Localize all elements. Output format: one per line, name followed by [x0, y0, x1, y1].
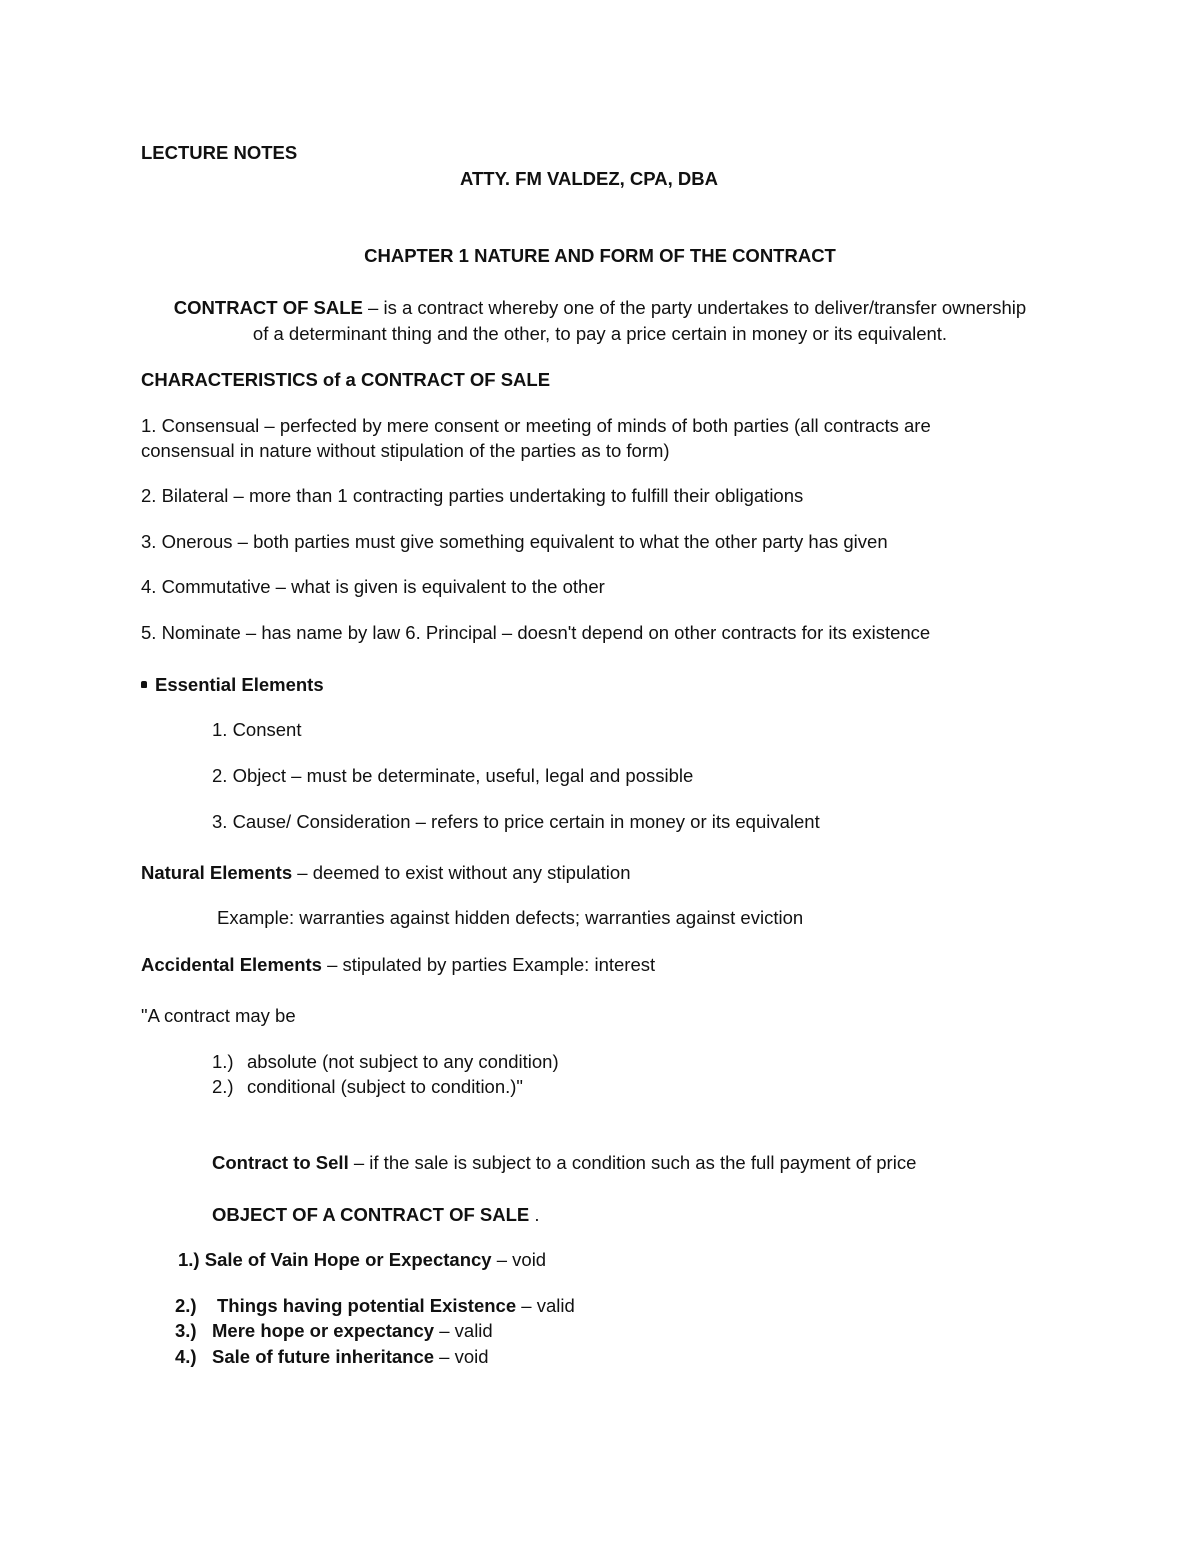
characteristic-item: consensual in nature without stipulation of the parties as to form)	[141, 440, 670, 461]
chapter-title: CHAPTER 1 NATURE AND FORM OF THE CONTRACT	[364, 245, 836, 266]
natural-elements-line	[141, 861, 630, 885]
object-item-term: Sale of future inheritance	[212, 1346, 435, 1367]
characteristics-heading-c: CONTRACT OF SALE	[360, 369, 551, 390]
characteristic-item: 3. Onerous – both parties must give something equivalent to what the other party has given	[141, 531, 888, 552]
essential-item: 1. Consent	[212, 719, 302, 740]
essential-item: 3. Cause/ Consideration – refers to price certain in money or its equivalent	[212, 811, 820, 832]
object-item	[175, 1319, 493, 1343]
object-heading: OBJECT OF A CONTRACT OF SALE	[212, 1204, 530, 1225]
contract-to-sell-text: – if the sale is subject to a condition such as the full payment of price	[348, 1152, 917, 1173]
object-heading-suffix: .	[529, 1204, 540, 1225]
object-item-num: 2.)	[175, 1295, 197, 1316]
characteristic-item: 2. Bilateral – more than 1 contracting parties undertaking to fulfill their obligations	[141, 485, 804, 506]
characteristics-heading-b: of a	[322, 369, 356, 390]
object-item	[175, 1345, 489, 1369]
definition-text-1: – is a contract whereby one of the party undertakes to deliver/transfer ownership	[362, 297, 1027, 318]
contract-to-sell-term: Contract to Sell	[212, 1152, 349, 1173]
quote-item-num: 2.)	[212, 1076, 234, 1097]
quote-item-text: absolute (not subject to any condition)	[247, 1051, 559, 1072]
definition-term: CONTRACT OF SALE	[173, 297, 363, 318]
object-item-result: – void	[434, 1346, 489, 1367]
object-item-num: 1.)	[178, 1249, 200, 1270]
essential-heading	[141, 673, 324, 697]
natural-elements-text: – deemed to exist without any stipulation	[292, 862, 631, 883]
quote-item-text: conditional (subject to condition.)"	[247, 1076, 524, 1097]
definition-line-2: of a determinant thing and the other, to pay a price certain in money or its equivalent.	[252, 323, 948, 344]
essential-item: 2. Object – must be determinate, useful, legal and possible	[212, 765, 694, 786]
object-heading-line	[212, 1203, 540, 1227]
accidental-elements-line	[141, 953, 655, 977]
characteristics-heading-a: CHARACTERISTICS	[141, 369, 318, 390]
characteristics-heading	[141, 368, 550, 392]
natural-elements-example: Example: warranties against hidden defects; warranties against eviction	[217, 907, 804, 928]
object-item-num: 3.)	[175, 1320, 197, 1341]
quote-item-num: 1.)	[212, 1051, 234, 1072]
characteristic-item: 4. Commutative – what is given is equivalent to the other	[141, 576, 605, 597]
object-item	[175, 1294, 575, 1318]
object-item-term: Things having potential Existence	[217, 1295, 517, 1316]
characteristic-item: 5. Nominate – has name by law 6. Principal – doesn't depend on other contracts for its existence	[141, 622, 931, 643]
object-item-result: – valid	[434, 1320, 493, 1341]
bullet-icon	[141, 681, 147, 688]
object-item-term: Mere hope or expectancy	[212, 1320, 435, 1341]
quote-item	[212, 1050, 559, 1074]
accidental-elements-text: – stipulated by parties Example: interest	[321, 954, 656, 975]
object-item-result: – valid	[516, 1295, 575, 1316]
object-item	[178, 1248, 546, 1272]
object-item-term: Sale of Vain Hope or Expectancy	[204, 1249, 492, 1270]
contract-to-sell-line	[212, 1151, 916, 1175]
author-line: ATTY. FM VALDEZ, CPA, DBA	[460, 168, 718, 189]
lecture-notes-label: LECTURE NOTES	[141, 142, 298, 163]
definition-line-1	[0, 296, 1200, 320]
essential-heading-text: Essential Elements	[155, 674, 324, 695]
quote-intro: "A contract may be	[141, 1005, 296, 1026]
accidental-elements-term: Accidental Elements	[141, 954, 322, 975]
object-item-num: 4.)	[175, 1346, 197, 1367]
characteristic-item: 1. Consensual – perfected by mere consent or meeting of minds of both parties (all contracts are	[141, 415, 931, 436]
quote-item	[212, 1075, 524, 1099]
natural-elements-term: Natural Elements	[141, 862, 293, 883]
object-item-result: – void	[491, 1249, 547, 1270]
